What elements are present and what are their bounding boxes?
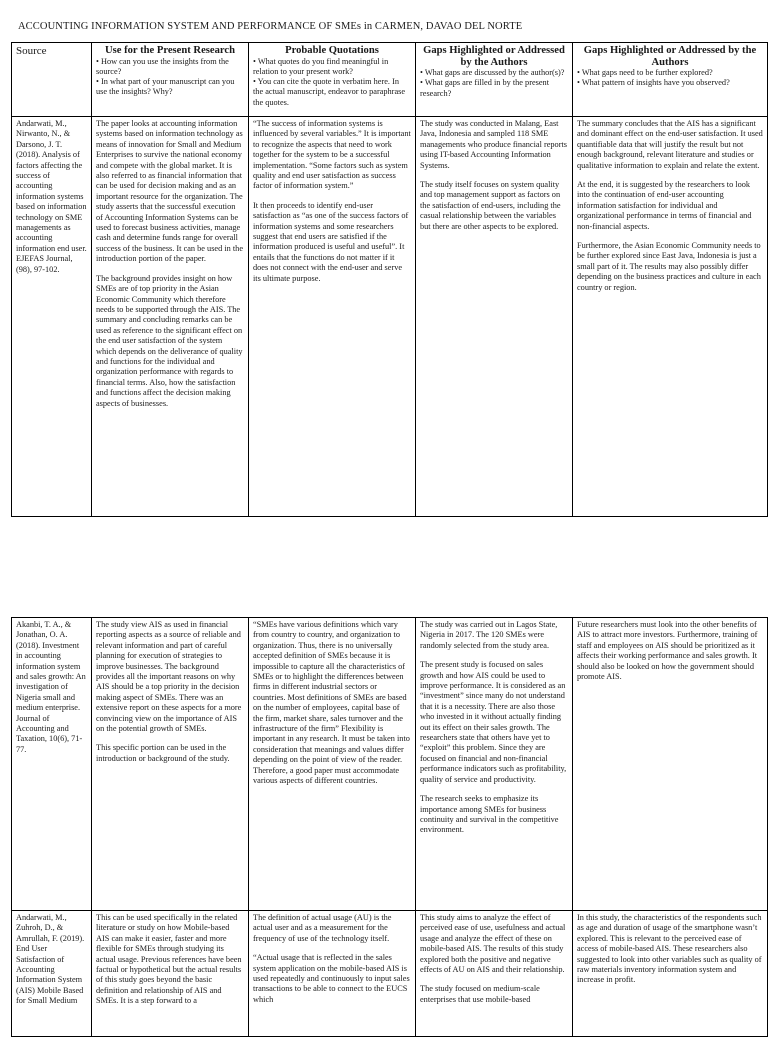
column-prompt: • What pattern of insights have you observed? (577, 78, 730, 88)
column-title: Gaps Highlighted or Addressed by the Authors (583, 45, 757, 68)
cell-paragraph: “SMEs have various definitions which vary from country to country, and organization to organization. Thus, there is no universally accepted definition of SMEs because it is impossible to capture all the characteristics of SMEs or to highlight the differences between firms in different industrial sectors or countries. Most definitions of SMEs are based on the number of employees, capital base of the firm, market share, sales turnover and the infrastructure of the firm” Flexibility is important in any research. It must be taken into consideration that meanings and values differ depending on the point of view of the reader. Therefore, a good paper must accommodate various aspects of different countries. (253, 620, 410, 786)
header-gaps-explore (573, 43, 768, 117)
cell-paragraph: “Actual usage that is reflected in the sales system application on the mobile-based AIS is used repeatedly and continuously to input sales transactions to be able to connect to the EUCS which (253, 953, 410, 1004)
column-title: Gaps Highlighted or Addressed by the Authors (423, 45, 565, 68)
cell-paragraph: This study aims to analyze the effect of perceived ease of use, usefulness and actual usage and analyze the effect of these on mobile-based AIS. The results of this study explored both the positive and negative effects of AU on AIS and their relationship. (420, 913, 566, 975)
review-table-bottom (11, 617, 768, 1037)
cell-paragraph: At the end, it is suggested by the researchers to look into the continuation of end-user accounting information satisfaction for individual and organizational performance in terms of financial and non-financial aspects. (577, 180, 752, 231)
cell-paragraph: This can be used specifically in the related literature or study on how Mobile-based AIS can make it easier, faster and more flexible for SMEs through studying its actual usage. Previous references have been factual or hypothetical but the actual results of this study goes beyond the basic definition and relationship of AIS and SMEs. It is a step forward to a (96, 913, 242, 1006)
table-header-row (12, 43, 768, 117)
cell-paragraph: The study focused on medium-scale enterprises that use mobile-based (420, 984, 540, 1004)
table-row (12, 911, 768, 1037)
cell-paragraph: The study view AIS as used in financial reporting aspects as a source of reliable and relevant information and part of careful planning for execution of strategies to improve businesses. The background provides all the important reasons on why AIS should be a top priority in the decision making aspect of SMEs. There was an extensive report on these aspects for a more convincing view on the importance of AIS on the potential growth of SMEs. (96, 620, 242, 734)
quote-cell (249, 117, 416, 517)
column-title: Use for the Present Research (104, 45, 236, 56)
cell-paragraph: The research seeks to emphasize its importance among SMEs for business continuity and survival in the competitive environment. (420, 794, 559, 835)
gaps-explore-cell (573, 117, 768, 517)
quote-cell (249, 911, 416, 1037)
column-prompt: • You can cite the quote in verbatim here. In the actual manuscript, endeavor to paraphrase the quotes. (253, 77, 406, 107)
table-row (12, 618, 768, 911)
column-prompt: • What gaps need to be further explored? (577, 68, 713, 77)
source-cell (12, 911, 92, 1037)
source-cell (12, 117, 92, 517)
page-title: ACCOUNTING INFORMATION SYSTEM AND PERFORMANCE OF SMEs in CARMEN, DAVAO DEL NORTE (18, 21, 523, 32)
header-gaps-addressed (416, 43, 573, 117)
column-title: Probable Quotations (285, 45, 379, 56)
source-cell (12, 618, 92, 911)
gaps-explore-cell (573, 618, 768, 911)
gaps-addressed-cell (416, 117, 573, 517)
header-use (92, 43, 249, 117)
cell-paragraph: In this study, the characteristics of the respondents such as age and duration of usage of the smartphone wasn’t explored. This is relevant to the perceived ease of access of mobile-based AIS. These researchers also suggested to look into other variables such as quality of raw materials inventory information system and increase in profit. (577, 913, 762, 985)
column-prompt: • In what part of your manuscript can you use the insights? Why? (96, 77, 235, 97)
cell-paragraph: The background provides insight on how SMEs are of top priority in the Asian Economic Community which therefore needs to be supported through the AIS. The summary and concluding remarks can be used as reference to the significant effect on the end user satisfaction of the system which depends on the deliverance of quality and functions for the individual and organization performance with regards to financial terms. Also, how the satisfaction and functions affect the decision making aspects of businesses. (96, 273, 243, 408)
source-citation: Andarwati, M., Nirwanto, N., & Darsono, J. T. (2018). Analysis of factors affecting the success of accounting information systems based on information technology on SME managements as accounting information end user. EJEFAS Journal, (98), 97-102. (16, 119, 87, 274)
cell-paragraph: It then proceeds to identify end-user satisfaction as “as one of the success factors of information systems and some researchers suggest that end users are satisfied if the information produced is useful and useful”. It entails that the functions do not matter if it does not connect with the end-user and serve its ultimate purpose. (253, 200, 409, 283)
cell-paragraph: The present study is focused on sales growth and how AIS could be used to improve performance. It is considered as an “investment” since many do not understand that it is a necessity. There are also those who invested in it without actually finding out its effect on their sales growth. The researchers state that others have yet to “exploit” this problem. Since they are focused on financial and non-financial performance indicators such as profitability, quality of service and productivity. (420, 660, 567, 784)
use-cell (92, 618, 249, 911)
column-prompt: • What gaps are filled in by the present research? (420, 78, 550, 98)
use-cell (92, 117, 249, 517)
cell-paragraph: Furthermore, the Asian Economic Community needs to be further explored since East Java, Indonesia is just a small part of it. The results may also possibly differ depending on the business practices and culture in each country or region. (577, 241, 761, 292)
gaps-explore-cell (573, 911, 768, 1037)
cell-paragraph: The study itself focuses on system quality and top management support as factors on the satisfaction of end-users, including the casual relationship between the variables but there are other aspects to be explored. (420, 180, 561, 231)
cell-paragraph: Future researchers must look into the other benefits of AIS to attract more investors. Furthermore, training of staff and employees on AIS should be prioritized as it affects their working performance and sales growth. It should also be looked on how the government should promote AIS. (577, 620, 758, 682)
column-prompt: • What gaps are discussed by the author(s)? (420, 68, 565, 77)
cell-paragraph: The summary concludes that the AIS has a significant and dominant effect on the end-user satisfaction. It used quantifiable data that will justify the result but not enough background, relevant literature and studies or qualitative information to explain and relate the extent. (577, 119, 763, 170)
table-row (12, 117, 768, 517)
quote-cell (249, 618, 416, 911)
use-cell (92, 911, 249, 1037)
gaps-addressed-cell (416, 911, 573, 1037)
gaps-addressed-cell (416, 618, 573, 911)
source-citation: Andarwati, M., Zuhroh, D., & Amrullah, F. (2019). End User Satisfaction of Accounting Information System (AIS) Mobile Based for Small Medium (16, 913, 85, 1006)
cell-paragraph: The paper looks at accounting information systems based on information technology as means of innovation for Small and Medium Enterprises to survive the national economy and compete with the global market. It is also referred to as financial information that can be used for decision making and as an important resource for the organization. The study asserts that the successful execution of Accounting Information Systems can be used to forecast business activities, manage cash and determine funds range for overall success of the business. It can be used in the introduction portion of the paper. (96, 119, 244, 264)
cell-paragraph: The definition of actual usage (AU) is the actual user and as a measurement for the frequency of use of the technology itself. (253, 913, 392, 943)
review-table-top (11, 42, 768, 517)
header-source (12, 43, 92, 117)
column-prompt: • How can you use the insights from the source? (96, 56, 229, 76)
column-prompt: • What quotes do you find meaningful in relation to your present work? (253, 56, 389, 76)
cell-paragraph: This specific portion can be used in the introduction or background of the study. (96, 743, 230, 763)
cell-paragraph: The study was carried out in Lagos State, Nigeria in 2017. The 120 SMEs were randomly selected from the study area. (420, 620, 558, 650)
source-citation: Akanbi, T. A., & Jonathan, O. A. (2018). Investment in accounting information system and sales growth: An investigation of Nigeria small and medium enterprise. Journal of Accounting and Taxation, 10(6), 71-77. (16, 620, 86, 754)
column-title: Source (16, 45, 47, 57)
cell-paragraph: The study was conducted in Malang, East Java, Indonesia and sampled 118 SME managements who produce financial reports using IT-based Accounting Information Systems. (420, 119, 567, 170)
cell-paragraph: “The success of information systems is influenced by several variables.” It is important to recognize the aspects that need to work together for the system to be a successful implementation. “Some factors such as system quality and end user satisfaction as success factor of information system.” (253, 119, 411, 191)
header-quotations (249, 43, 416, 117)
